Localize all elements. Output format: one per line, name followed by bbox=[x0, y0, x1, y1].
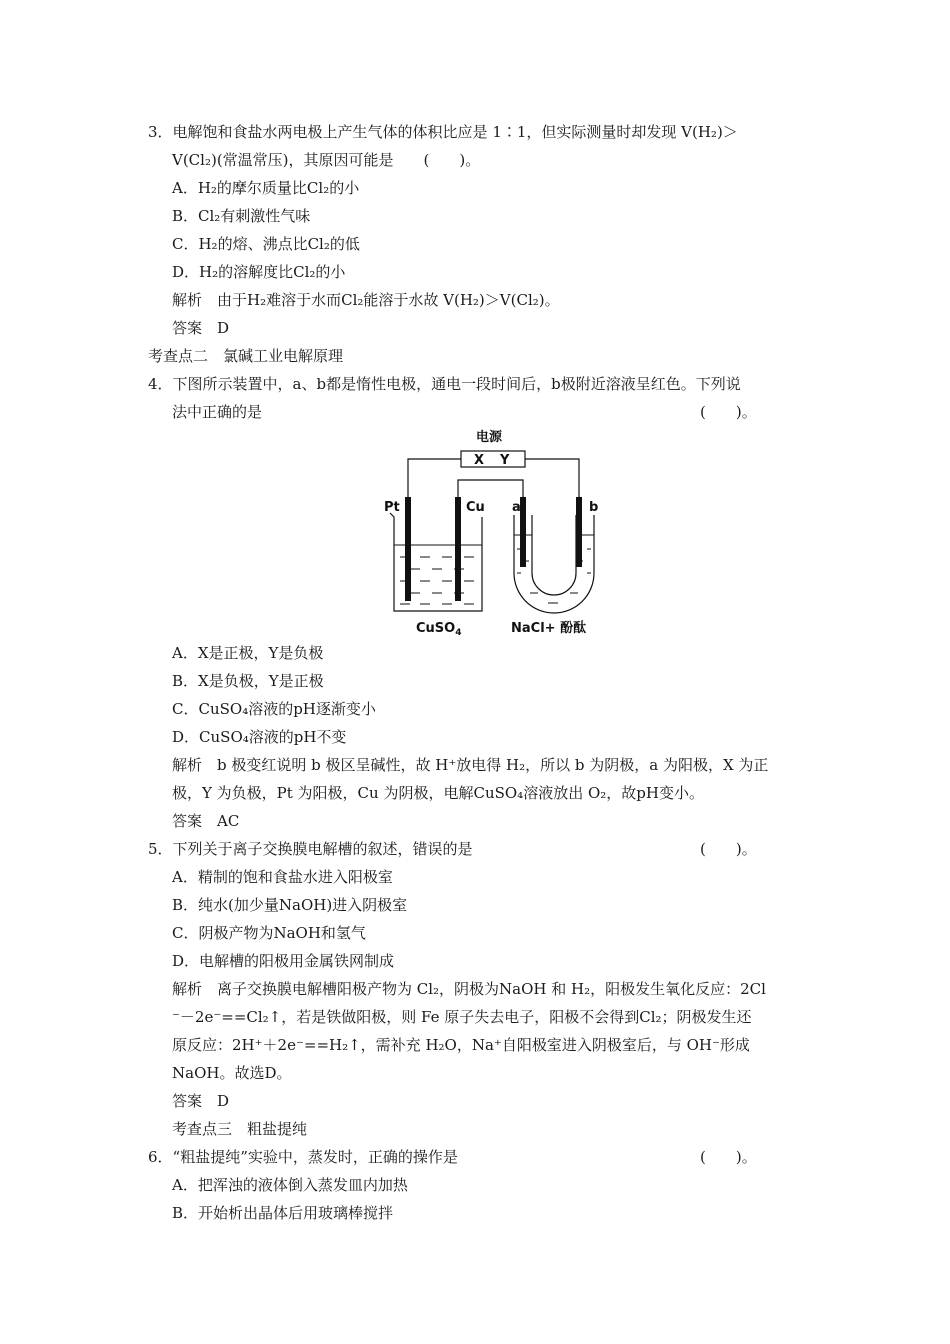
pt-electrode bbox=[405, 497, 411, 601]
q4-option-a: A．X是正极，Y是负极 bbox=[172, 644, 324, 662]
q4-stem-line1: 4．下图所示装置中，a、b都是惰性电极，通电一段时间后，b极附近溶液呈红色。下列说 bbox=[148, 375, 741, 393]
q5-answer: 答案 D bbox=[172, 1092, 230, 1110]
q3-analysis: 解析 由于H₂难溶于水而Cl₂能溶于水故 V(H₂)＞V(Cl₂)。 bbox=[172, 291, 560, 309]
q3-option-d: D．H₂的溶解度比Cl₂的小 bbox=[172, 263, 346, 281]
q4-option-d: D．CuSO₄溶液的pH不变 bbox=[172, 728, 347, 746]
q4-stem-line2: 法中正确的是 bbox=[172, 403, 263, 421]
cu-electrode bbox=[455, 497, 461, 601]
a-label: a bbox=[512, 500, 521, 515]
pt-label: Pt bbox=[384, 500, 400, 515]
q4-answer-bracket: ( )。 bbox=[700, 403, 757, 421]
power-source-label: 电源 bbox=[476, 430, 503, 445]
q4-option-b: B．X是负极，Y是正极 bbox=[172, 672, 324, 690]
q5-analysis-line1: 解析 离子交换膜电解槽阳极产物为 Cl₂，阴极为NaOH 和 H₂，阳极发生氧化反应：2Cl bbox=[172, 980, 766, 998]
q5-option-b: B．纯水(加少量NaOH)进入阴极室 bbox=[172, 896, 408, 914]
q4-analysis-line1: 解析 b 极变红说明 b 极区呈碱性，故 H⁺放电得 H₂，所以 b 为阴极，a 为阳极，X 为正 bbox=[172, 756, 769, 774]
terminal-y-label: Y bbox=[500, 453, 510, 468]
wire-x-to-pt bbox=[408, 459, 461, 497]
q3-answer: 答案 D bbox=[172, 319, 230, 337]
q4-analysis-line2: 极，Y 为负极，Pt 为阳极，Cu 为阴极，电解CuSO₄溶液放出 O₂，故pH变小。 bbox=[172, 784, 704, 802]
electrode-b bbox=[576, 497, 582, 567]
q4-option-c: C．CuSO₄溶液的pH逐渐变小 bbox=[172, 700, 376, 718]
q5-option-c: C．阴极产物为NaOH和氢气 bbox=[172, 924, 366, 942]
terminal-x-label: X bbox=[474, 453, 485, 468]
q5-option-a: A．精制的饱和食盐水进入阳极室 bbox=[172, 868, 393, 886]
q3-stem-line1: 3．电解饱和食盐水两电极上产生气体的体积比应是 1∶1，但实际测量时却发现 V(H₂)＞ bbox=[148, 123, 738, 141]
q5-analysis-line4: NaOH。故选D。 bbox=[172, 1064, 292, 1082]
q3-option-c: C．H₂的熔、沸点比Cl₂的低 bbox=[172, 235, 360, 253]
power-source-box bbox=[461, 451, 525, 467]
beaker-liquid-hatch bbox=[400, 557, 474, 604]
q5-analysis-line2: ⁻－2e⁻==Cl₂↑，若是铁做阳极，则 Fe 原子失去电子，阳极不会得到Cl₂；阴极发生还 bbox=[172, 1008, 752, 1026]
left-solution-label: CuSO$_4$ bbox=[416, 621, 462, 638]
right-solution-label: NaCl+ 酚酞 bbox=[511, 621, 587, 636]
wire-y-to-b bbox=[525, 459, 579, 497]
q5-option-d: D．电解槽的阳极用金属铁网制成 bbox=[172, 952, 395, 970]
q5-analysis-line3: 原反应：2H⁺＋2e⁻==H₂↑，需补充 H₂O，Na⁺自阳极室进入阴极室后，与 OH⁻形成 bbox=[172, 1036, 750, 1054]
beaker bbox=[390, 513, 482, 611]
q6-option-b: B．开始析出晶体后用玻璃棒搅拌 bbox=[172, 1204, 394, 1222]
q6-option-a: A．把浑浊的液体倒入蒸发皿内加热 bbox=[172, 1176, 408, 1194]
electrolysis-diagram bbox=[380, 425, 620, 640]
q6-stem: 6．“粗盐提纯”实验中，蒸发时，正确的操作是 bbox=[148, 1148, 458, 1166]
electrolysis-apparatus-figure bbox=[380, 425, 620, 640]
q4-answer: 答案 AC bbox=[172, 812, 240, 830]
b-label: b bbox=[589, 500, 599, 515]
q5-stem: 5．下列关于离子交换膜电解槽的叙述，错误的是 bbox=[148, 840, 473, 858]
q5-answer-bracket: ( )。 bbox=[700, 840, 757, 858]
u-tube-inner bbox=[532, 515, 576, 595]
section-heading-2: 考查点二 氯碱工业电解原理 bbox=[148, 347, 344, 365]
q6-answer-bracket: ( )。 bbox=[700, 1148, 757, 1166]
q3-option-b: B．Cl₂有刺激性气味 bbox=[172, 207, 311, 225]
wire-cu-to-a bbox=[458, 480, 523, 497]
electrode-a bbox=[520, 497, 526, 567]
q3-stem-line2: V(Cl₂)(常温常压)，其原因可能是 ( )。 bbox=[172, 151, 481, 169]
cu-label: Cu bbox=[466, 500, 485, 515]
q3-option-a: A．H₂的摩尔质量比Cl₂的小 bbox=[172, 179, 360, 197]
section-heading-3: 考查点三 粗盐提纯 bbox=[172, 1120, 308, 1138]
